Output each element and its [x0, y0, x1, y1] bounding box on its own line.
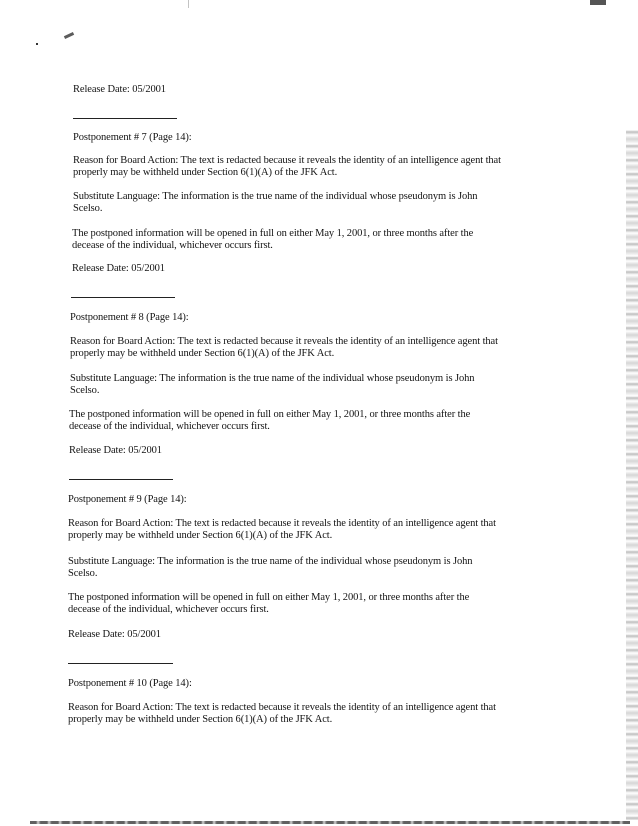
postponement-8-heading: Postponement # 8 (Page 14):: [70, 312, 189, 323]
postponement-8-postponed: The postponed information will be opened in full on either May 1, 2001, or three months after the: [69, 409, 471, 420]
postponement-9-substitute-cont: Scelso.: [68, 568, 98, 579]
postponement-9-reason: Reason for Board Action: The text is redacted because it reveals the identity of an intelligence agent that: [68, 518, 496, 529]
postponement-9-substitute: Substitute Language: The information is the true name of the individual whose pseudonym is John: [68, 556, 473, 567]
release-date-top: Release Date: 05/2001: [73, 84, 166, 95]
postponement-9-release-date: Release Date: 05/2001: [68, 629, 161, 640]
section-divider: [71, 297, 175, 298]
scan-artifact-mark: [64, 32, 74, 39]
postponement-7-substitute: Substitute Language: The information is the true name of the individual whose pseudonym is John: [73, 191, 478, 202]
postponement-8-substitute: Substitute Language: The information is the true name of the individual whose pseudonym is John: [70, 373, 475, 384]
postponement-7-substitute-cont: Scelso.: [73, 203, 103, 214]
section-divider: [73, 118, 177, 119]
postponement-7-heading: Postponement # 7 (Page 14):: [73, 132, 192, 143]
postponement-7-release-date: Release Date: 05/2001: [72, 263, 165, 274]
section-divider: [69, 479, 173, 480]
scan-artifact-bottom-edge: [30, 821, 630, 824]
section-divider: [68, 663, 173, 664]
postponement-7-reason-cont: properly may be withheld under Section 6(1)(A) of the JFK Act.: [73, 167, 338, 178]
scan-artifact-right-edge: [626, 130, 638, 820]
scan-artifact-top: [590, 0, 606, 5]
postponement-9-postponed: The postponed information will be opened in full on either May 1, 2001, or three months after the: [68, 592, 470, 603]
postponement-7-postponed-cont: decease of the individual, whichever occurs first.: [72, 240, 273, 251]
postponement-7-postponed: The postponed information will be opened in full on either May 1, 2001, or three months after the: [72, 228, 474, 239]
postponement-8-postponed-cont: decease of the individual, whichever occurs first.: [69, 421, 270, 432]
postponement-10-heading: Postponement # 10 (Page 14):: [68, 678, 192, 689]
postponement-10-reason: Reason for Board Action: The text is redacted because it reveals the identity of an intelligence agent that: [68, 702, 496, 713]
scan-artifact-dot: [188, 0, 195, 8]
postponement-9-heading: Postponement # 9 (Page 14):: [68, 494, 187, 505]
postponement-8-reason: Reason for Board Action: The text is redacted because it reveals the identity of an intelligence agent that: [70, 336, 498, 347]
postponement-10-reason-cont: properly may be withheld under Section 6(1)(A) of the JFK Act.: [68, 714, 333, 725]
postponement-8-release-date: Release Date: 05/2001: [69, 445, 162, 456]
postponement-7-reason: Reason for Board Action: The text is redacted because it reveals the identity of an intelligence agent that: [73, 155, 501, 166]
postponement-9-reason-cont: properly may be withheld under Section 6(1)(A) of the JFK Act.: [68, 530, 333, 541]
postponement-8-substitute-cont: Scelso.: [70, 385, 100, 396]
postponement-8-reason-cont: properly may be withheld under Section 6(1)(A) of the JFK Act.: [70, 348, 335, 359]
postponement-9-postponed-cont: decease of the individual, whichever occurs first.: [68, 604, 269, 615]
scan-artifact-speck: [36, 43, 38, 45]
